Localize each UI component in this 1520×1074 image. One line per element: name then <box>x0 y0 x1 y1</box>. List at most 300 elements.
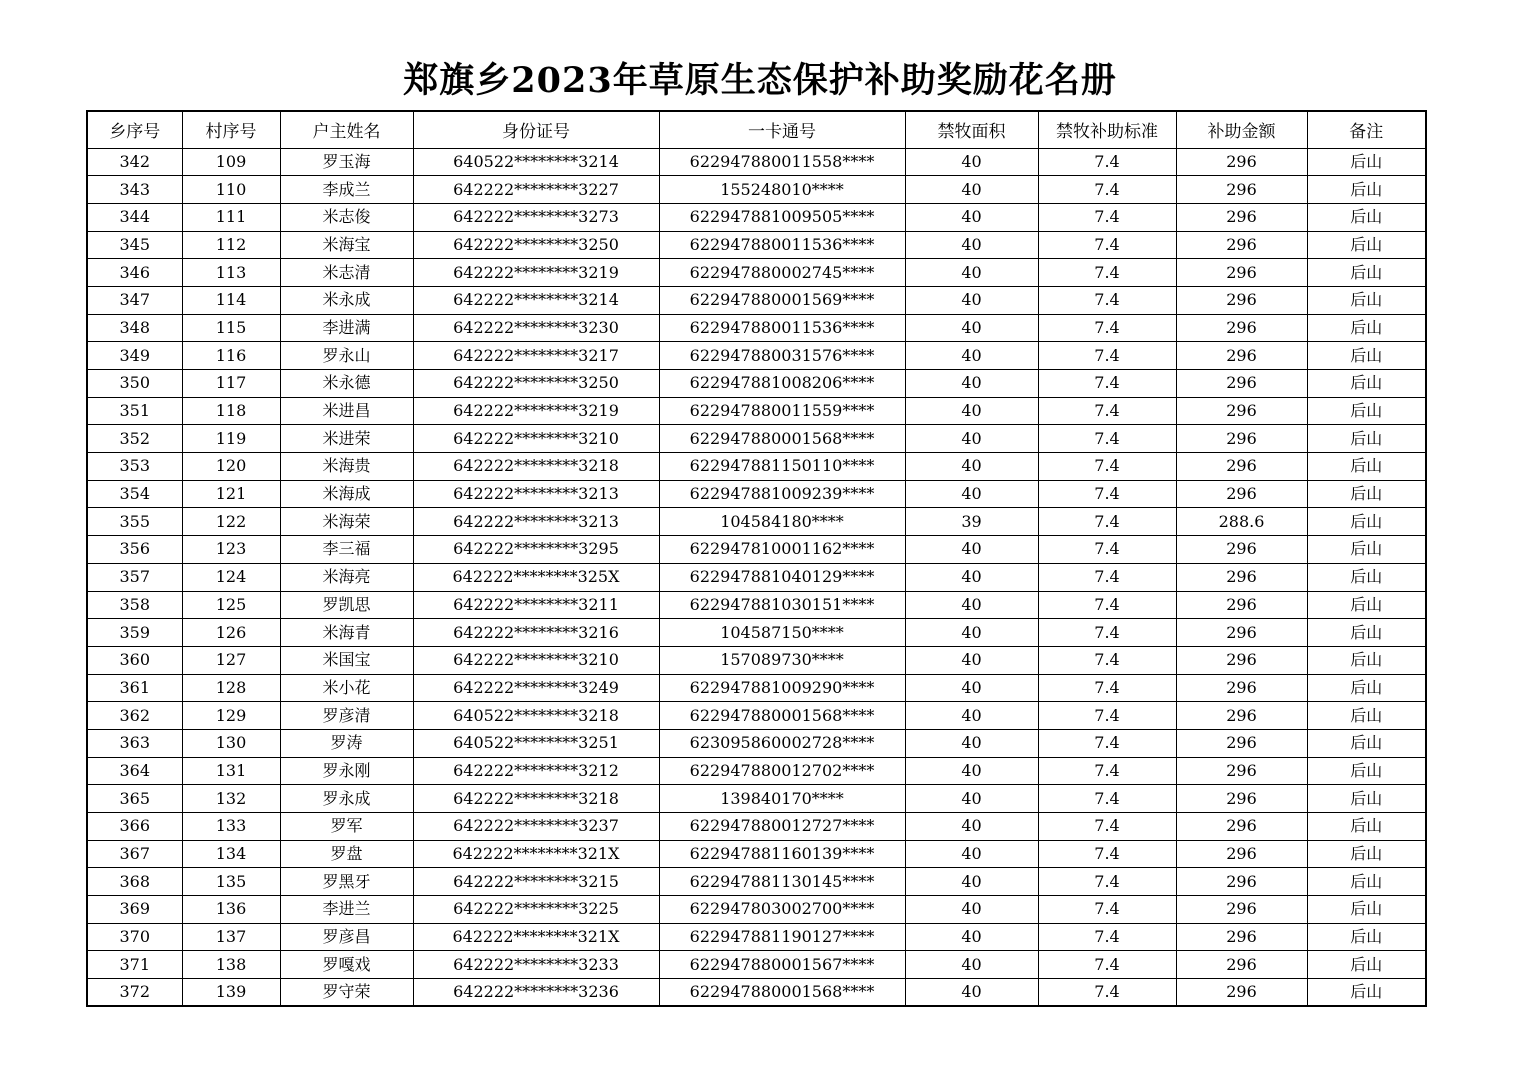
table-row <box>87 259 1426 287</box>
town-seq-cell: 351 <box>87 397 182 425</box>
header-subsidy-standard: 禁牧补助标准 <box>1038 111 1176 148</box>
town-seq-cell: 366 <box>87 813 182 841</box>
grazing-ban-area-cell: 40 <box>905 674 1038 702</box>
table-row <box>87 674 1426 702</box>
grazing-ban-area-cell: 40 <box>905 370 1038 398</box>
grazing-ban-area-cell: 40 <box>905 425 1038 453</box>
village-seq-cell: 133 <box>182 813 280 841</box>
table-row <box>87 397 1426 425</box>
householder-name-cell: 米志俊 <box>280 203 413 231</box>
householder-name-cell: 罗永成 <box>280 785 413 813</box>
village-seq-cell: 121 <box>182 480 280 508</box>
town-seq-cell: 361 <box>87 674 182 702</box>
table-row <box>87 979 1426 1007</box>
village-seq-cell: 109 <box>182 148 280 176</box>
town-seq-cell: 343 <box>87 176 182 204</box>
subsidy-standard-cell: 7.4 <box>1038 425 1176 453</box>
subsidy-standard-cell: 7.4 <box>1038 397 1176 425</box>
subsidy-amount-cell: 296 <box>1176 591 1307 619</box>
id-number-cell: 642222********3233 <box>413 951 659 979</box>
card-number-cell: 622947881009505**** <box>659 203 905 231</box>
subsidy-amount-cell: 296 <box>1176 813 1307 841</box>
remarks-cell: 后山 <box>1307 286 1426 314</box>
table-row <box>87 813 1426 841</box>
remarks-cell: 后山 <box>1307 702 1426 730</box>
subsidy-amount-cell: 296 <box>1176 148 1307 176</box>
town-seq-cell: 354 <box>87 480 182 508</box>
subsidy-amount-cell: 296 <box>1176 425 1307 453</box>
town-seq-cell: 346 <box>87 259 182 287</box>
remarks-cell: 后山 <box>1307 176 1426 204</box>
grazing-ban-area-cell: 40 <box>905 868 1038 896</box>
grazing-ban-area-cell: 40 <box>905 729 1038 757</box>
town-seq-cell: 370 <box>87 923 182 951</box>
card-number-cell: 622947881160139**** <box>659 840 905 868</box>
grazing-ban-area-cell: 40 <box>905 896 1038 924</box>
village-seq-cell: 125 <box>182 591 280 619</box>
card-number-cell: 623095860002728**** <box>659 729 905 757</box>
town-seq-cell: 358 <box>87 591 182 619</box>
village-seq-cell: 120 <box>182 453 280 481</box>
subsidy-standard-cell: 7.4 <box>1038 757 1176 785</box>
town-seq-cell: 355 <box>87 508 182 536</box>
remarks-cell: 后山 <box>1307 148 1426 176</box>
grazing-ban-area-cell: 40 <box>905 286 1038 314</box>
id-number-cell: 642222********3273 <box>413 203 659 231</box>
town-seq-cell: 350 <box>87 370 182 398</box>
table-header-row <box>87 111 1426 148</box>
grazing-ban-area-cell: 40 <box>905 979 1038 1007</box>
table-row <box>87 951 1426 979</box>
card-number-cell: 622947880012702**** <box>659 757 905 785</box>
householder-name-cell: 李成兰 <box>280 176 413 204</box>
householder-name-cell: 米海亮 <box>280 563 413 591</box>
subsidy-standard-cell: 7.4 <box>1038 785 1176 813</box>
table-row <box>87 286 1426 314</box>
subsidy-amount-cell: 296 <box>1176 868 1307 896</box>
village-seq-cell: 128 <box>182 674 280 702</box>
householder-name-cell: 李三福 <box>280 536 413 564</box>
grazing-ban-area-cell: 40 <box>905 591 1038 619</box>
village-seq-cell: 137 <box>182 923 280 951</box>
remarks-cell: 后山 <box>1307 729 1426 757</box>
remarks-cell: 后山 <box>1307 536 1426 564</box>
town-seq-cell: 348 <box>87 314 182 342</box>
village-seq-cell: 116 <box>182 342 280 370</box>
householder-name-cell: 米小花 <box>280 674 413 702</box>
card-number-cell: 622947880001567**** <box>659 951 905 979</box>
householder-name-cell: 李进满 <box>280 314 413 342</box>
grazing-ban-area-cell: 39 <box>905 508 1038 536</box>
subsidy-standard-cell: 7.4 <box>1038 342 1176 370</box>
card-number-cell: 622947880001568**** <box>659 702 905 730</box>
card-number-cell: 104584180**** <box>659 508 905 536</box>
subsidy-standard-cell: 7.4 <box>1038 923 1176 951</box>
id-number-cell: 642222********3218 <box>413 453 659 481</box>
remarks-cell: 后山 <box>1307 453 1426 481</box>
town-seq-cell: 353 <box>87 453 182 481</box>
householder-name-cell: 罗永刚 <box>280 757 413 785</box>
id-number-cell: 642222********3230 <box>413 314 659 342</box>
card-number-cell: 622947880011536**** <box>659 231 905 259</box>
householder-name-cell: 李进兰 <box>280 896 413 924</box>
id-number-cell: 642222********3219 <box>413 397 659 425</box>
village-seq-cell: 113 <box>182 259 280 287</box>
village-seq-cell: 124 <box>182 563 280 591</box>
id-number-cell: 642222********3215 <box>413 868 659 896</box>
town-seq-cell: 364 <box>87 757 182 785</box>
town-seq-cell: 359 <box>87 619 182 647</box>
table-row <box>87 757 1426 785</box>
subsidy-standard-cell: 7.4 <box>1038 813 1176 841</box>
table-row <box>87 785 1426 813</box>
town-seq-cell: 372 <box>87 979 182 1007</box>
id-number-cell: 642222********3218 <box>413 785 659 813</box>
householder-name-cell: 罗守荣 <box>280 979 413 1007</box>
town-seq-cell: 363 <box>87 729 182 757</box>
header-id-number: 身份证号 <box>413 111 659 148</box>
town-seq-cell: 360 <box>87 646 182 674</box>
householder-name-cell: 罗黑牙 <box>280 868 413 896</box>
town-seq-cell: 367 <box>87 840 182 868</box>
table-row <box>87 840 1426 868</box>
grazing-ban-area-cell: 40 <box>905 176 1038 204</box>
village-seq-cell: 112 <box>182 231 280 259</box>
householder-name-cell: 米志清 <box>280 259 413 287</box>
subsidy-amount-cell: 296 <box>1176 370 1307 398</box>
subsidy-roster-table <box>86 110 1427 1007</box>
town-seq-cell: 347 <box>87 286 182 314</box>
householder-name-cell: 罗玉海 <box>280 148 413 176</box>
householder-name-cell: 罗凯思 <box>280 591 413 619</box>
header-village-seq: 村序号 <box>182 111 280 148</box>
remarks-cell: 后山 <box>1307 951 1426 979</box>
grazing-ban-area-cell: 40 <box>905 563 1038 591</box>
village-seq-cell: 136 <box>182 896 280 924</box>
grazing-ban-area-cell: 40 <box>905 619 1038 647</box>
householder-name-cell: 罗军 <box>280 813 413 841</box>
village-seq-cell: 131 <box>182 757 280 785</box>
householder-name-cell: 米永成 <box>280 286 413 314</box>
id-number-cell: 642222********3214 <box>413 286 659 314</box>
remarks-cell: 后山 <box>1307 674 1426 702</box>
village-seq-cell: 122 <box>182 508 280 536</box>
remarks-cell: 后山 <box>1307 203 1426 231</box>
table-row <box>87 480 1426 508</box>
header-subsidy-amount: 补助金额 <box>1176 111 1307 148</box>
subsidy-standard-cell: 7.4 <box>1038 203 1176 231</box>
header-town-seq: 乡序号 <box>87 111 182 148</box>
id-number-cell: 640522********3218 <box>413 702 659 730</box>
grazing-ban-area-cell: 40 <box>905 646 1038 674</box>
subsidy-standard-cell: 7.4 <box>1038 646 1176 674</box>
id-number-cell: 642222********3210 <box>413 646 659 674</box>
remarks-cell: 后山 <box>1307 563 1426 591</box>
subsidy-amount-cell: 296 <box>1176 286 1307 314</box>
grazing-ban-area-cell: 40 <box>905 951 1038 979</box>
table-row <box>87 896 1426 924</box>
remarks-cell: 后山 <box>1307 868 1426 896</box>
subsidy-amount-cell: 296 <box>1176 979 1307 1007</box>
remarks-cell: 后山 <box>1307 591 1426 619</box>
subsidy-amount-cell: 296 <box>1176 314 1307 342</box>
town-seq-cell: 344 <box>87 203 182 231</box>
subsidy-amount-cell: 296 <box>1176 896 1307 924</box>
table-body <box>87 148 1426 1006</box>
card-number-cell: 622947880002745**** <box>659 259 905 287</box>
grazing-ban-area-cell: 40 <box>905 203 1038 231</box>
id-number-cell: 642222********3237 <box>413 813 659 841</box>
householder-name-cell: 罗盘 <box>280 840 413 868</box>
subsidy-standard-cell: 7.4 <box>1038 370 1176 398</box>
grazing-ban-area-cell: 40 <box>905 453 1038 481</box>
document-title: 郑旗乡2023年草原生态保护补助奖励花名册 <box>403 60 1117 101</box>
grazing-ban-area-cell: 40 <box>905 813 1038 841</box>
village-seq-cell: 126 <box>182 619 280 647</box>
table-row <box>87 591 1426 619</box>
id-number-cell: 642222********321X <box>413 840 659 868</box>
id-number-cell: 642222********325X <box>413 563 659 591</box>
card-number-cell: 622947881150110**** <box>659 453 905 481</box>
card-number-cell: 622947881130145**** <box>659 868 905 896</box>
table-row <box>87 314 1426 342</box>
table-row <box>87 868 1426 896</box>
village-seq-cell: 135 <box>182 868 280 896</box>
householder-name-cell: 米进昌 <box>280 397 413 425</box>
card-number-cell: 155248010**** <box>659 176 905 204</box>
subsidy-standard-cell: 7.4 <box>1038 591 1176 619</box>
subsidy-standard-cell: 7.4 <box>1038 148 1176 176</box>
card-number-cell: 622947881190127**** <box>659 923 905 951</box>
subsidy-amount-cell: 296 <box>1176 536 1307 564</box>
id-number-cell: 642222********3227 <box>413 176 659 204</box>
grazing-ban-area-cell: 40 <box>905 259 1038 287</box>
table-row <box>87 729 1426 757</box>
town-seq-cell: 369 <box>87 896 182 924</box>
grazing-ban-area-cell: 40 <box>905 840 1038 868</box>
subsidy-standard-cell: 7.4 <box>1038 508 1176 536</box>
subsidy-standard-cell: 7.4 <box>1038 619 1176 647</box>
town-seq-cell: 357 <box>87 563 182 591</box>
subsidy-amount-cell: 296 <box>1176 951 1307 979</box>
table-row <box>87 425 1426 453</box>
table-row <box>87 923 1426 951</box>
card-number-cell: 622947880011559**** <box>659 397 905 425</box>
card-number-cell: 104587150**** <box>659 619 905 647</box>
remarks-cell: 后山 <box>1307 370 1426 398</box>
grazing-ban-area-cell: 40 <box>905 923 1038 951</box>
grazing-ban-area-cell: 40 <box>905 536 1038 564</box>
remarks-cell: 后山 <box>1307 757 1426 785</box>
id-number-cell: 642222********3250 <box>413 231 659 259</box>
grazing-ban-area-cell: 40 <box>905 397 1038 425</box>
remarks-cell: 后山 <box>1307 259 1426 287</box>
subsidy-amount-cell: 296 <box>1176 757 1307 785</box>
grazing-ban-area-cell: 40 <box>905 148 1038 176</box>
table-row <box>87 646 1426 674</box>
subsidy-amount-cell: 296 <box>1176 480 1307 508</box>
remarks-cell: 后山 <box>1307 231 1426 259</box>
card-number-cell: 622947881030151**** <box>659 591 905 619</box>
village-seq-cell: 114 <box>182 286 280 314</box>
card-number-cell: 622947881040129**** <box>659 563 905 591</box>
subsidy-amount-cell: 296 <box>1176 646 1307 674</box>
subsidy-amount-cell: 296 <box>1176 231 1307 259</box>
grazing-ban-area-cell: 40 <box>905 757 1038 785</box>
remarks-cell: 后山 <box>1307 646 1426 674</box>
card-number-cell: 622947881009290**** <box>659 674 905 702</box>
header-remarks: 备注 <box>1307 111 1426 148</box>
remarks-cell: 后山 <box>1307 425 1426 453</box>
table-row <box>87 148 1426 176</box>
village-seq-cell: 129 <box>182 702 280 730</box>
card-number-cell: 139840170**** <box>659 785 905 813</box>
grazing-ban-area-cell: 40 <box>905 480 1038 508</box>
subsidy-standard-cell: 7.4 <box>1038 674 1176 702</box>
householder-name-cell: 米海青 <box>280 619 413 647</box>
householder-name-cell: 罗永山 <box>280 342 413 370</box>
subsidy-standard-cell: 7.4 <box>1038 314 1176 342</box>
table-row <box>87 702 1426 730</box>
id-number-cell: 642222********3212 <box>413 757 659 785</box>
town-seq-cell: 356 <box>87 536 182 564</box>
subsidy-amount-cell: 296 <box>1176 259 1307 287</box>
grazing-ban-area-cell: 40 <box>905 342 1038 370</box>
card-number-cell: 622947880011536**** <box>659 314 905 342</box>
table-row <box>87 370 1426 398</box>
remarks-cell: 后山 <box>1307 480 1426 508</box>
card-number-cell: 622947881008206**** <box>659 370 905 398</box>
id-number-cell: 642222********3219 <box>413 259 659 287</box>
remarks-cell: 后山 <box>1307 813 1426 841</box>
header-card-number: 一卡通号 <box>659 111 905 148</box>
table-row <box>87 453 1426 481</box>
subsidy-standard-cell: 7.4 <box>1038 563 1176 591</box>
subsidy-standard-cell: 7.4 <box>1038 702 1176 730</box>
grazing-ban-area-cell: 40 <box>905 785 1038 813</box>
grazing-ban-area-cell: 40 <box>905 231 1038 259</box>
village-seq-cell: 115 <box>182 314 280 342</box>
grazing-ban-area-cell: 40 <box>905 702 1038 730</box>
town-seq-cell: 345 <box>87 231 182 259</box>
village-seq-cell: 118 <box>182 397 280 425</box>
village-seq-cell: 138 <box>182 951 280 979</box>
id-number-cell: 642222********3217 <box>413 342 659 370</box>
town-seq-cell: 349 <box>87 342 182 370</box>
subsidy-amount-cell: 296 <box>1176 702 1307 730</box>
table-row <box>87 342 1426 370</box>
remarks-cell: 后山 <box>1307 619 1426 647</box>
card-number-cell: 622947803002700**** <box>659 896 905 924</box>
subsidy-amount-cell: 296 <box>1176 729 1307 757</box>
householder-name-cell: 罗涛 <box>280 729 413 757</box>
id-number-cell: 642222********3236 <box>413 979 659 1007</box>
table-row <box>87 231 1426 259</box>
id-number-cell: 642222********3213 <box>413 508 659 536</box>
table-row <box>87 508 1426 536</box>
table-row <box>87 619 1426 647</box>
id-number-cell: 642222********3210 <box>413 425 659 453</box>
id-number-cell: 642222********3249 <box>413 674 659 702</box>
header-householder-name: 户主姓名 <box>280 111 413 148</box>
town-seq-cell: 371 <box>87 951 182 979</box>
subsidy-standard-cell: 7.4 <box>1038 453 1176 481</box>
card-number-cell: 157089730**** <box>659 646 905 674</box>
subsidy-amount-cell: 288.6 <box>1176 508 1307 536</box>
subsidy-amount-cell: 296 <box>1176 840 1307 868</box>
remarks-cell: 后山 <box>1307 785 1426 813</box>
subsidy-amount-cell: 296 <box>1176 563 1307 591</box>
header-grazing-ban-area: 禁牧面积 <box>905 111 1038 148</box>
table-row <box>87 563 1426 591</box>
id-number-cell: 642222********3295 <box>413 536 659 564</box>
card-number-cell: 622947880011558**** <box>659 148 905 176</box>
householder-name-cell: 罗嘎戏 <box>280 951 413 979</box>
id-number-cell: 642222********3216 <box>413 619 659 647</box>
subsidy-standard-cell: 7.4 <box>1038 259 1176 287</box>
householder-name-cell: 罗彦清 <box>280 702 413 730</box>
town-seq-cell: 368 <box>87 868 182 896</box>
remarks-cell: 后山 <box>1307 342 1426 370</box>
subsidy-amount-cell: 296 <box>1176 203 1307 231</box>
remarks-cell: 后山 <box>1307 508 1426 536</box>
remarks-cell: 后山 <box>1307 840 1426 868</box>
subsidy-standard-cell: 7.4 <box>1038 286 1176 314</box>
table-row <box>87 176 1426 204</box>
card-number-cell: 622947880001568**** <box>659 979 905 1007</box>
town-seq-cell: 352 <box>87 425 182 453</box>
village-seq-cell: 110 <box>182 176 280 204</box>
village-seq-cell: 111 <box>182 203 280 231</box>
subsidy-amount-cell: 296 <box>1176 453 1307 481</box>
village-seq-cell: 139 <box>182 979 280 1007</box>
subsidy-amount-cell: 296 <box>1176 176 1307 204</box>
householder-name-cell: 米海荣 <box>280 508 413 536</box>
village-seq-cell: 132 <box>182 785 280 813</box>
remarks-cell: 后山 <box>1307 314 1426 342</box>
subsidy-standard-cell: 7.4 <box>1038 868 1176 896</box>
village-seq-cell: 119 <box>182 425 280 453</box>
householder-name-cell: 米永德 <box>280 370 413 398</box>
village-seq-cell: 127 <box>182 646 280 674</box>
id-number-cell: 642222********3225 <box>413 896 659 924</box>
id-number-cell: 640522********3214 <box>413 148 659 176</box>
remarks-cell: 后山 <box>1307 397 1426 425</box>
village-seq-cell: 134 <box>182 840 280 868</box>
id-number-cell: 642222********3211 <box>413 591 659 619</box>
subsidy-amount-cell: 296 <box>1176 619 1307 647</box>
subsidy-standard-cell: 7.4 <box>1038 840 1176 868</box>
id-number-cell: 640522********3251 <box>413 729 659 757</box>
subsidy-standard-cell: 7.4 <box>1038 480 1176 508</box>
village-seq-cell: 130 <box>182 729 280 757</box>
subsidy-amount-cell: 296 <box>1176 785 1307 813</box>
subsidy-amount-cell: 296 <box>1176 342 1307 370</box>
householder-name-cell: 米国宝 <box>280 646 413 674</box>
householder-name-cell: 米海贵 <box>280 453 413 481</box>
card-number-cell: 622947880012727**** <box>659 813 905 841</box>
subsidy-standard-cell: 7.4 <box>1038 231 1176 259</box>
subsidy-amount-cell: 296 <box>1176 674 1307 702</box>
subsidy-standard-cell: 7.4 <box>1038 979 1176 1007</box>
subsidy-standard-cell: 7.4 <box>1038 536 1176 564</box>
subsidy-standard-cell: 7.4 <box>1038 176 1176 204</box>
town-seq-cell: 362 <box>87 702 182 730</box>
remarks-cell: 后山 <box>1307 979 1426 1007</box>
remarks-cell: 后山 <box>1307 896 1426 924</box>
subsidy-standard-cell: 7.4 <box>1038 896 1176 924</box>
id-number-cell: 642222********3250 <box>413 370 659 398</box>
